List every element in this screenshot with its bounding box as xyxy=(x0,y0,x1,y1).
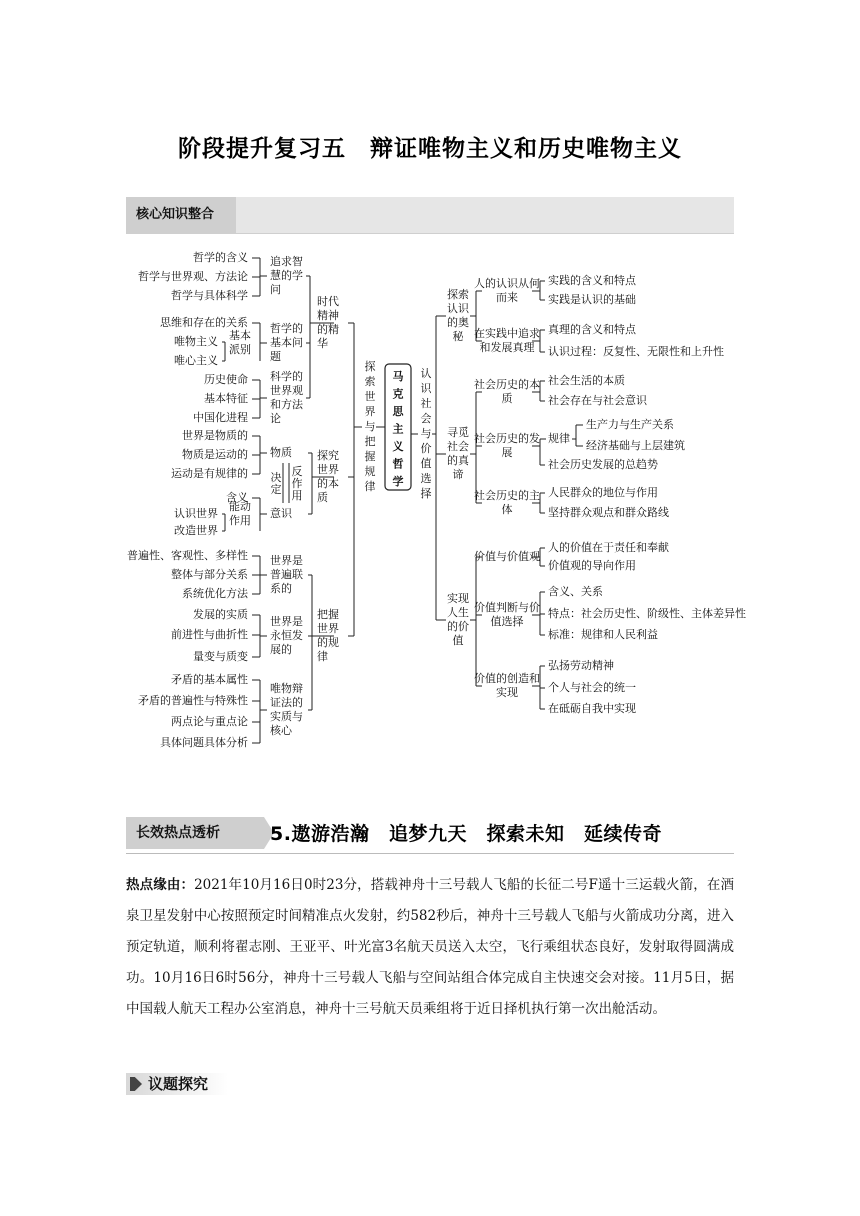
mindmap-node-label: 论 xyxy=(270,412,281,425)
mindmap-node-label: 体 xyxy=(501,503,513,516)
hot-topic-header xyxy=(126,815,734,854)
mindmap-node-label: 价值与价值观 xyxy=(474,550,540,563)
mindmap-node-label: 追求智 xyxy=(270,255,303,268)
mindmap-right-branch-label: 选 xyxy=(420,472,432,485)
mindmap-group-label: 时代 xyxy=(317,295,339,308)
mindmap-leaf: 中国化进程 xyxy=(193,411,248,424)
mindmap-leaf: 两点论与重点论 xyxy=(171,715,248,728)
mindmap-group-label: 世界 xyxy=(317,463,339,476)
mindmap-right-branch-label: 择 xyxy=(420,487,432,500)
mindmap-relation-label: 作 xyxy=(291,477,303,490)
hot-topic-paragraph xyxy=(126,870,734,1025)
mindmap-group-label: 谛 xyxy=(452,468,464,481)
mindmap-group-label: 探究 xyxy=(317,449,339,462)
mindmap-leaf: 标准：规律和人民利益 xyxy=(548,628,658,641)
mindmap-relation-label: 用 xyxy=(291,489,303,502)
mindmap-leaf: 弘扬劳动精神 xyxy=(548,659,614,672)
mindmap-leaf: 人民群众的地位与作用 xyxy=(548,486,658,499)
mindmap-node-label: 系的 xyxy=(270,582,292,595)
page-title: 阶段提升复习五 辩证唯物主义和历史唯物主义 xyxy=(178,136,682,162)
mindmap-left-branch-label: 律 xyxy=(364,480,376,493)
mindmap-group-label: 社会 xyxy=(447,440,469,453)
mindmap-leaf: 基本特征 xyxy=(204,392,248,405)
mindmap-left-branch-label: 索 xyxy=(364,375,376,388)
mindmap-group-label: 的精 xyxy=(317,323,339,336)
mindmap-node-label: 世界观 xyxy=(270,384,303,397)
hot-topic-body: 2021年10月16日0时23分，搭载神舟十三号载人飞船的长征二号F遥十三运载火箭，在酒泉卫星发射中心按照预定时间精准点火发射，约582秒后，神舟十三号载人飞船与火箭成功分离，进入预定轨道，顺利将翟志刚、王亚平、叶光富3名航天员送入太空，飞行乘组状态良好，发射取得圆满成功。10月16日6时56分，神舟十三号载人飞船与空间站组合体完成自主快速交会对接。11月5日，据中国载人航天工程办公室消息，神舟十三号航天员乘组将于近日择机执行第一次出舱活动。 xyxy=(126,877,734,1017)
mindmap-left-branch-label: 握 xyxy=(364,450,376,463)
mindmap-leaf: 矛盾的普遍性与特殊性 xyxy=(138,694,248,707)
mindmap-node-label: 社会历史的发 xyxy=(474,432,540,445)
mindmap-left-branch-label: 把 xyxy=(364,435,376,448)
mindmap-leaf: 量变与质变 xyxy=(193,650,248,663)
mindmap-group-label: 实现 xyxy=(447,592,469,605)
mindmap-leaf: 整体与部分关系 xyxy=(171,568,248,581)
mindmap-leaf: 坚持群众观点和群众路线 xyxy=(548,506,669,519)
mindmap-leaf: 普遍性、客观性、多样性 xyxy=(127,549,248,562)
mindmap-group-label: 值 xyxy=(452,634,464,647)
mindmap-right-branch-label: 会 xyxy=(420,412,432,425)
mindmap-node-label: 实质与 xyxy=(270,710,303,723)
mindmap-group-label: 华 xyxy=(317,337,328,350)
mindmap-group-label: 秘 xyxy=(452,330,464,343)
mindmap-sublabel: 基本 xyxy=(229,329,251,342)
mindmap-node-label: 人的认识从何 xyxy=(474,277,540,290)
mindmap-node-label: 值选择 xyxy=(490,615,524,628)
mindmap-left-branch-label: 与 xyxy=(364,420,376,433)
mindmap-right-branch-label: 认 xyxy=(420,367,432,380)
mindmap-node-label: 基本问 xyxy=(270,336,303,349)
mindmap-leaf: 社会历史发展的总趋势 xyxy=(548,458,658,471)
mindmap-leaf: 特点：社会历史性、阶级性、主体差异性 xyxy=(548,607,746,620)
mindmap-relation-label: 决 xyxy=(270,471,282,484)
mindmap-leaf: 物质是运动的 xyxy=(182,448,248,461)
mindmap-node-label: 世界是 xyxy=(270,615,303,628)
mindmap-center-label: 思 xyxy=(392,405,404,418)
mindmap-group-label: 寻觅 xyxy=(447,426,469,439)
mindmap-right-branch-label: 社 xyxy=(420,397,432,410)
mindmap-node-label: 和方法 xyxy=(270,398,303,411)
mindmap-leaf: 发展的实质 xyxy=(193,608,248,621)
mindmap-leaf: 实践是认识的基础 xyxy=(548,293,636,306)
mindmap-left-branch-label: 规 xyxy=(364,465,376,478)
mindmap-leaf: 历史使命 xyxy=(204,373,248,386)
hot-topic-lead: 热点缘由： xyxy=(126,877,195,893)
mindmap-left-branch-label: 世 xyxy=(364,390,376,403)
mindmap-leaf: 认识世界 xyxy=(174,507,218,520)
mindmap-center-label: 哲 xyxy=(392,457,404,471)
mindmap-group-label: 精神 xyxy=(317,309,339,322)
mindmap-group-label: 人生 xyxy=(447,606,469,619)
mindmap-center-label: 主 xyxy=(392,422,404,436)
mindmap-node-label: 和发展真理 xyxy=(479,341,535,354)
mindmap-leaf: 改造世界 xyxy=(174,524,218,537)
mindmap-node-label: 唯物辩 xyxy=(270,682,303,695)
mindmap-center-label: 克 xyxy=(392,387,404,401)
mindmap-leaf: 具体问题具体分析 xyxy=(160,736,248,749)
mindmap-leaf: 唯心主义 xyxy=(174,354,218,367)
mindmap-node-label: 核心 xyxy=(270,724,292,737)
mindmap-node-label: 价值判断与价 xyxy=(474,601,540,614)
mindmap-node-label: 质 xyxy=(501,392,513,405)
mindmap-node-label: 世界是 xyxy=(270,554,303,567)
topic-heading-label: 议题探究 xyxy=(148,1075,209,1093)
mindmap-leaf: 含义、关系 xyxy=(548,585,603,598)
mindmap-leaf: 哲学与具体科学 xyxy=(171,289,248,302)
mindmap-node-label: 慧的学 xyxy=(270,269,303,282)
mindmap-left-branch-label: 探 xyxy=(364,360,376,373)
mindmap-node-label: 价值的创造和 xyxy=(474,672,540,685)
mindmap-leaf: 系统优化方法 xyxy=(182,587,248,600)
mindmap-right-branch-label: 与 xyxy=(420,427,432,440)
mindmap-sublabel: 派别 xyxy=(229,343,251,356)
mindmap-group-label: 认识 xyxy=(447,302,469,315)
mindmap-relation-label: 反 xyxy=(291,465,303,478)
mindmap-leaf: 唯物主义 xyxy=(174,335,218,348)
mindmap-sublabel: 能动 xyxy=(229,500,251,513)
mindmap-node-label: 物质 xyxy=(270,446,292,459)
mindmap-leaf: 运动是有规律的 xyxy=(171,467,248,480)
mindmap-node-label: 展的 xyxy=(270,643,292,656)
mindmap-leaf: 矛盾的基本属性 xyxy=(171,673,248,686)
mindmap-node-label: 社会历史的主 xyxy=(474,489,540,502)
mindmap-group-label: 的本 xyxy=(317,477,339,490)
mindmap-group-label: 的规 xyxy=(317,636,339,649)
mindmap-leaf: 认识过程：反复性、无限性和上升性 xyxy=(548,345,724,358)
mindmap-node-label: 展 xyxy=(501,446,513,459)
mindmap-leaf: 真理的含义和特点 xyxy=(548,323,636,336)
mindmap-leaf: 在砥砺自我中实现 xyxy=(548,702,636,715)
mindmap-group-label: 探索 xyxy=(447,288,469,301)
mindmap-node-label: 社会历史的本 xyxy=(474,378,540,391)
topic-heading xyxy=(126,1073,228,1095)
mindmap-sublabel: 作用 xyxy=(229,514,251,527)
mindmap-right-branch-label: 价 xyxy=(420,442,432,455)
mindmap-sub-leaf: 经济基础与上层建筑 xyxy=(586,439,685,452)
mindmap-node-label: 哲学的 xyxy=(270,322,303,335)
mindmap-relation-label: 定 xyxy=(270,483,282,496)
mindmap-leaf: 个人与社会的统一 xyxy=(548,681,636,694)
topic-marker-icon xyxy=(130,1077,142,1091)
mindmap-group-label: 世界 xyxy=(317,622,339,635)
mindmap-sublabel: 规律 xyxy=(548,432,570,445)
hot-topic-title: 5.遨游浩瀚 追梦九天 探索未知 延续传奇 xyxy=(270,823,662,845)
mindmap-group-label: 的价 xyxy=(447,620,469,633)
mindmap-leaf: 前进性与曲折性 xyxy=(171,628,248,641)
mindmap-leaf: 世界是物质的 xyxy=(182,429,248,442)
mindmap-group-label: 质 xyxy=(317,491,328,504)
section-tab-label: 核心知识整合 xyxy=(126,197,236,233)
mindmap-group-label: 把握 xyxy=(317,608,339,621)
hot-topic-tab: 长效热点透析 xyxy=(126,817,264,849)
mindmap-node-label: 实现 xyxy=(496,686,518,699)
mindmap-leaf: 哲学的含义 xyxy=(193,251,248,264)
mindmap-node-label: 在实践中追求 xyxy=(474,327,540,340)
mindmap-node-label: 题 xyxy=(270,350,281,363)
mindmap-sub-leaf: 生产力与生产关系 xyxy=(586,418,674,431)
mindmap-leaf: 思维和存在的关系 xyxy=(160,316,248,329)
mindmap-node-label: 普遍联 xyxy=(270,568,303,581)
mindmap-node-label: 而来 xyxy=(496,291,518,304)
mindmap-node-label: 意识 xyxy=(270,507,292,520)
mindmap-center-label: 马 xyxy=(392,370,404,383)
mindmap-center-label: 义 xyxy=(392,440,404,453)
mindmap-node-label: 问 xyxy=(270,283,281,296)
mindmap-leaf: 实践的含义和特点 xyxy=(548,274,636,287)
mindmap-leaf: 社会存在与社会意识 xyxy=(548,394,647,407)
mindmap-left-branch-label: 界 xyxy=(364,405,376,418)
mindmap-right-branch-label: 识 xyxy=(420,382,432,395)
mindmap-node-label: 证法的 xyxy=(270,696,303,709)
mindmap-right-branch-label: 值 xyxy=(420,457,432,470)
mindmap-group-label: 的奥 xyxy=(447,316,469,329)
mindmap-leaf: 含义 xyxy=(226,491,248,504)
mindmap-node-label: 科学的 xyxy=(270,370,303,383)
mindmap-leaf: 人的价值在于责任和奉献 xyxy=(548,541,669,554)
mindmap-leaf: 社会生活的本质 xyxy=(548,374,625,387)
mindmap-group-label: 律 xyxy=(317,650,328,663)
mindmap-center-label: 学 xyxy=(392,475,404,488)
mindmap-node-label: 永恒发 xyxy=(270,629,303,642)
mindmap-group-label: 的真 xyxy=(447,454,469,467)
mindmap-leaf: 哲学与世界观、方法论 xyxy=(138,270,248,283)
mindmap-leaf: 价值观的导向作用 xyxy=(548,559,636,572)
